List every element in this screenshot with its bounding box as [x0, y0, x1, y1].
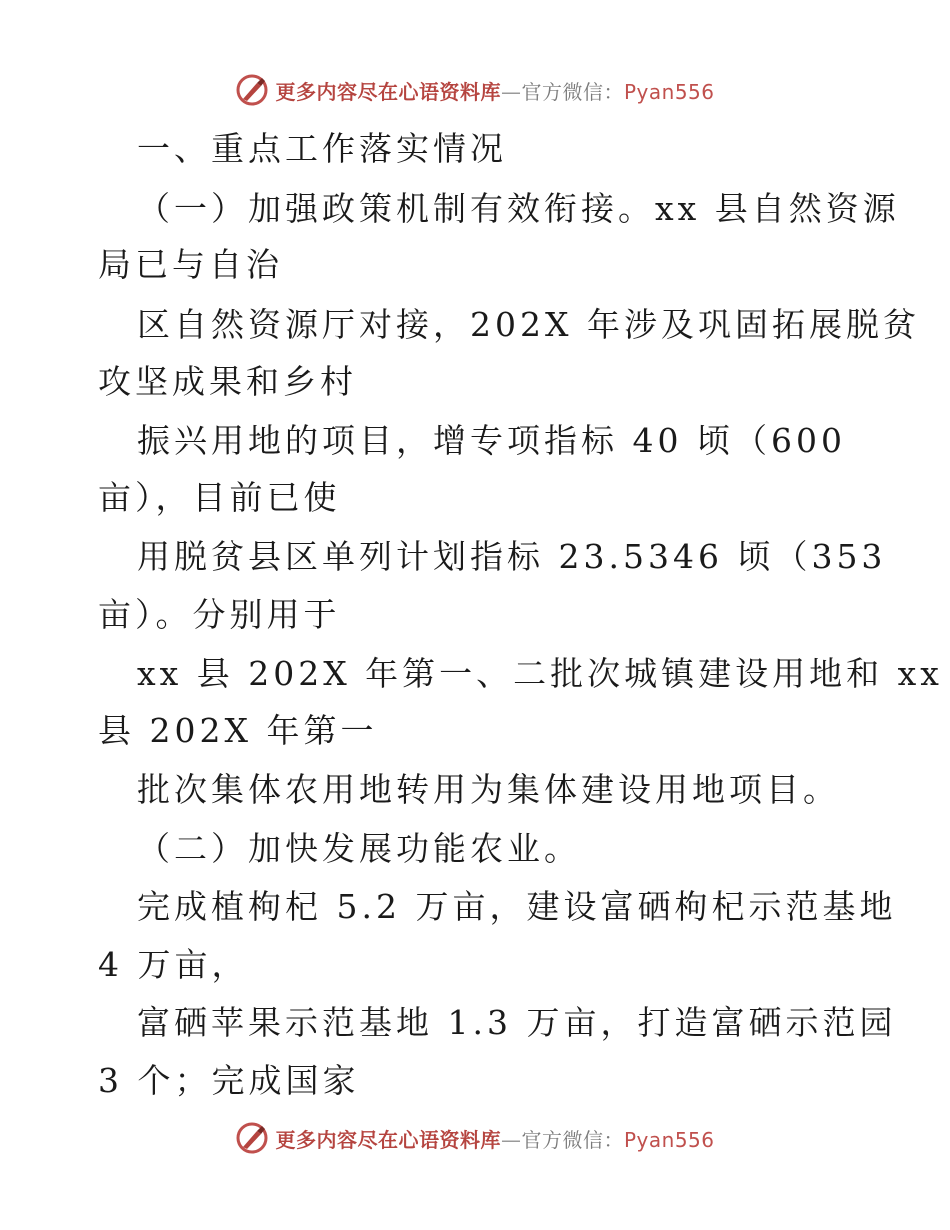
watermark-brand: 更多内容尽在心语资料库	[275, 1127, 501, 1152]
subsection-heading: （二）加快发展功能农业。	[137, 829, 581, 868]
paragraph-line: 4 万亩，	[98, 945, 249, 984]
watermark-label: 官方微信：	[521, 79, 624, 104]
watermark-id: Pyan556	[623, 79, 715, 104]
section-heading: 一、重点工作落实情况	[137, 129, 507, 168]
paragraph-line: 富硒苹果示范基地 1.3 万亩，打造富硒示范园	[137, 1003, 897, 1042]
watermark-dash: —	[500, 1127, 522, 1152]
paragraph-line: 亩）。分别用于	[98, 595, 341, 634]
paragraph-line: 攻坚成果和乡村	[98, 362, 357, 401]
watermark-brand: 更多内容尽在心语资料库	[275, 79, 501, 104]
paragraph-line: 县 202X 年第一	[98, 711, 378, 750]
watermark-text	[275, 1124, 714, 1153]
watermark-id: Pyan556	[623, 1127, 715, 1152]
paragraph-line: 3 个；完成国家	[98, 1061, 360, 1100]
paragraph-line: 亩），目前已使	[98, 478, 341, 517]
pen-logo-icon	[235, 73, 269, 107]
paragraph-line: （一）加强政策机制有效衔接。xx 县自然资源	[137, 189, 900, 228]
paragraph-line: xx 县 202X 年第一、二批次城镇建设用地和 xx	[137, 654, 943, 693]
paragraph-line: 振兴用地的项目，增专项指标 40 顷（600	[137, 421, 846, 460]
paragraph-line: 用脱贫县区单列计划指标 23.5346 顷（353	[137, 537, 887, 576]
watermark-dash: —	[500, 79, 522, 104]
watermark-text	[275, 76, 714, 105]
paragraph-line: 批次集体农用地转用为集体建设用地项目。	[137, 770, 840, 809]
paragraph-line: 完成植枸杞 5.2 万亩，建设富硒枸杞示范基地	[137, 887, 897, 926]
footer-watermark	[0, 1118, 950, 1158]
pen-logo-icon	[235, 1121, 269, 1155]
paragraph-line: 区自然资源厅对接，202X 年涉及巩固拓展脱贫	[137, 305, 920, 344]
paragraph-line: 局已与自治	[98, 245, 283, 284]
watermark-label: 官方微信：	[521, 1127, 624, 1152]
header-watermark	[0, 70, 950, 110]
